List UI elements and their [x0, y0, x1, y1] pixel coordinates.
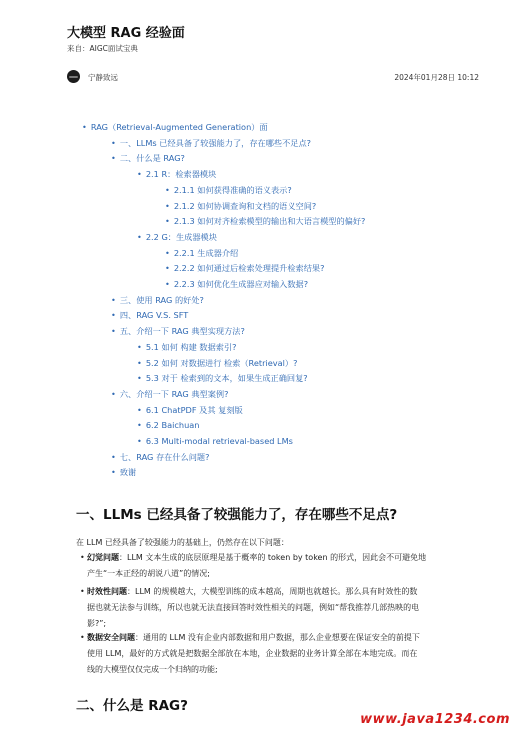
toc-item[interactable] [111, 326, 245, 337]
list-item-text: ：LLM 的规模越大，大模型训练的成本越高，周期也就越长。那么具有时效性的数 [127, 587, 418, 596]
list-item-label: 数据安全问题 [87, 633, 135, 642]
toc-bullet-icon: • [165, 247, 170, 258]
list-item-label: 幻觉问题 [87, 553, 119, 562]
toc-bullet-icon: • [137, 420, 142, 431]
list-item-line [87, 566, 450, 582]
list-item-text: ：LLM 文本生成的底层原理是基于概率的 token by token 的形式，因此会不可避免地 [119, 553, 427, 562]
toc-item-label: 三、使用 RAG 的好处? [119, 294, 204, 305]
list-item-text: 产生“一本正经的胡说八道”的情况; [87, 569, 210, 578]
list-item [80, 584, 450, 632]
list-item-label: 时效性问题 [87, 587, 127, 596]
toc-item-label: 5.1 如何 构建 数据索引? [145, 341, 237, 352]
toc-item[interactable] [111, 310, 188, 321]
avatar[interactable] [67, 70, 80, 83]
toc-item-label: 2.1.3 如何对齐检索模型的输出和大语言模型的偏好? [173, 216, 366, 227]
list-item-text: 使用 LLM，最好的方式就是把数据全部放在本地，企业数据的业务计算全部在本地完成。而在 [87, 649, 418, 658]
toc-item-label: 二、什么是 RAG? [119, 153, 185, 164]
toc-item-label: 一、LLMs 已经具备了较强能力了，存在哪些不足点? [119, 137, 311, 148]
article-source: 来自：AIGC面试宝典 [67, 44, 138, 53]
toc-item[interactable] [111, 452, 209, 463]
bullet-icon: • [80, 587, 85, 596]
toc-item[interactable] [137, 420, 199, 431]
publish-date: 2024年01月28日 10:12 [394, 73, 479, 82]
toc-item[interactable] [111, 138, 311, 149]
author-row [67, 70, 479, 84]
toc-bullet-icon: • [137, 404, 142, 415]
list-item [80, 550, 450, 582]
list-item-text: 影?”; [87, 619, 107, 628]
toc-item-label: 2.1 R：检索器模块 [145, 169, 217, 180]
list-item-text: ：通用的 LLM 没有企业内部数据和用户数据，那么企业想要在保证安全的前提下 [135, 633, 420, 642]
section2-heading: 二、什么是 RAG? [76, 698, 188, 714]
toc-item[interactable] [165, 279, 308, 290]
toc-bullet-icon: • [111, 388, 116, 399]
toc-item[interactable] [137, 436, 293, 447]
bullet-icon: • [80, 553, 85, 562]
toc-bullet-icon: • [165, 184, 170, 195]
toc-item[interactable] [111, 153, 185, 164]
list-item-text: 线的大模型仅仅完成一个归纳的功能; [87, 665, 218, 674]
list-item-line [87, 600, 450, 616]
toc-item-label: 2.2 G：生成器模块 [145, 231, 217, 242]
watermark: www.java1234.com [360, 712, 510, 727]
toc-item-label: 6.3 Multi-modal retrieval-based LMs [145, 436, 293, 446]
toc-item[interactable] [165, 248, 238, 259]
toc-bullet-icon: • [111, 137, 116, 148]
toc-bullet-icon: • [111, 326, 116, 337]
toc-item[interactable] [111, 389, 228, 400]
toc-item[interactable] [165, 201, 316, 212]
toc-bullet-icon: • [111, 467, 116, 478]
toc-bullet-icon: • [111, 153, 116, 164]
toc-bullet-icon: • [165, 216, 170, 227]
toc-item[interactable] [137, 169, 216, 180]
toc-item-label: 致谢 [119, 467, 137, 478]
toc-bullet-icon: • [137, 169, 142, 180]
toc-item[interactable] [137, 373, 308, 384]
section1-intro: 在 LLM 已经具备了较强能力的基础上，仍然存在以下问题： [76, 538, 289, 547]
toc-item-label: 2.2.1 生成器介绍 [173, 247, 239, 258]
toc-bullet-icon: • [137, 373, 142, 384]
toc-item-label: 七、RAG 存在什么问题? [119, 451, 210, 462]
toc-item[interactable] [111, 467, 136, 478]
toc-bullet-icon: • [137, 341, 142, 352]
list-item-text: 据也就无法参与训练，所以也就无法直接回答时效性相关的问题，例如“帮我推荐几部热映的电 [87, 603, 420, 612]
toc-item[interactable] [137, 358, 297, 369]
toc-item-label: 6.2 Baichuan [145, 420, 200, 431]
toc-bullet-icon: • [137, 231, 142, 242]
toc-item[interactable] [165, 185, 292, 196]
toc-item-label: 2.1.2 如何协调查询和文档的语义空间? [173, 200, 317, 211]
toc-item-label: 5.2 如何 对数据进行 检索（Retrieval）? [145, 357, 298, 368]
toc-item[interactable] [165, 263, 324, 274]
list-item-line [87, 662, 450, 678]
list-item [80, 630, 450, 678]
toc-item[interactable] [111, 295, 204, 306]
bullet-icon: • [80, 633, 85, 642]
toc-item[interactable] [137, 405, 243, 416]
author-name[interactable]: 宁静致远 [88, 73, 118, 82]
toc-item-label: RAG（Retrieval-Augmented Generation）面 [90, 122, 268, 132]
toc-item-label: 2.2.2 如何通过后检索处理提升检索结果? [173, 263, 325, 274]
toc-bullet-icon: • [137, 357, 142, 368]
article-title: 大模型 RAG 经验面 [67, 26, 185, 41]
list-item-line [87, 646, 450, 662]
toc-item[interactable] [137, 342, 237, 353]
toc-bullet-icon: • [111, 310, 116, 321]
toc-item-label: 2.2.3 如何优化生成器应对输入数据? [173, 279, 309, 289]
toc-item-label: 5.3 对于 检索到的文本，如果生成正确回复? [145, 373, 308, 384]
toc-item-label: 6.1 ChatPDF 及其 复刻版 [145, 404, 243, 415]
toc-bullet-icon: • [165, 200, 170, 211]
list-item-line [87, 630, 450, 646]
toc-item-label: 四、RAG V.S. SFT [119, 310, 189, 321]
toc-bullet-icon: • [165, 263, 170, 274]
toc-bullet-icon: • [111, 451, 116, 462]
toc-item-label: 五、介绍一下 RAG 典型实现方法? [119, 326, 245, 337]
toc-bullet-icon: • [165, 279, 170, 289]
list-item-line [87, 550, 450, 566]
toc-item-label: 六、介绍一下 RAG 典型案例? [119, 388, 229, 399]
toc-bullet-icon: • [82, 122, 87, 132]
toc-item-label: 2.1.1 如何获得准确的语义表示? [173, 184, 292, 195]
toc-item[interactable] [137, 232, 217, 243]
section1-heading: 一、LLMs 已经具备了较强能力了，存在哪些不足点? [76, 507, 398, 523]
toc-bullet-icon: • [111, 294, 116, 305]
list-item-line [87, 584, 450, 600]
toc-item[interactable] [165, 216, 365, 227]
toc-item[interactable] [82, 122, 268, 133]
toc-bullet-icon: • [137, 436, 142, 446]
